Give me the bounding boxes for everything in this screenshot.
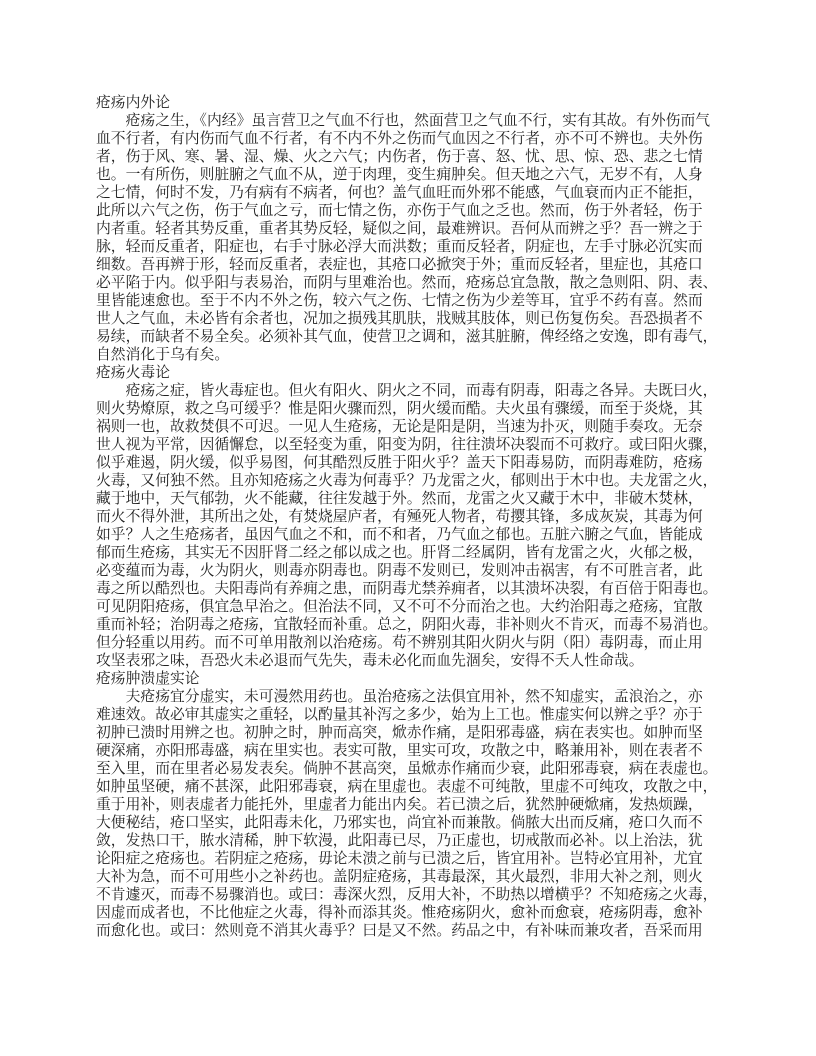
text-line: 如乎？人之生疮疡者，虽因气血之不和，而不和者，乃气血之郁也。五脏六腑之气血，皆能成: [96, 527, 703, 543]
text-line: 疮疡之生，《内经》虽言营卫之气血不行也，然面营卫之气血不行，实有其故。有外伤而气: [96, 113, 711, 129]
text-line: 必变蕴而为毒，火为阴火，则毒亦阴毒也。阴毒不发则已，发则冲击祸害，有不可胜言者，此: [96, 563, 703, 579]
text-line: 火毒，又何独不然。且亦知疮疡之火毒为何毒乎？乃龙雷之火，郁则出于木中也。夫龙雷之火，: [96, 473, 718, 489]
text-line: 硬深痛，亦阳邢毒盛，病在里实也。表实可散，里实可攻，攻散之中，略兼用补，则在表者不: [96, 743, 703, 759]
text-line: 内者重。轻者其势反重，重者其势反轻，疑似之间，最难辨识。吾何从而辨之乎？吾一辨之于: [96, 221, 703, 237]
text-line: 论阳症之疮疡也。若阴症之疮疡，毋论未溃之前与已溃之后，皆宜用补。岂特必宜用补，尤宜: [96, 851, 703, 867]
section-heading: 疮疡内外论: [96, 95, 170, 111]
text-line: 重于用补，则表虚者力能托外，里虚者力能出内矣。若已溃之后，犹然肿硬焮痛，发热烦躁，: [96, 797, 703, 813]
section-heading: 疮疡火毒论: [96, 365, 170, 381]
text-line: 因虚而成者也，不比他症之火毒，得补而添其炎。惟疮疡阴火，愈补而愈衰，疮疡阴毒，愈补: [96, 905, 703, 921]
text-line: 不肯遽灭，而毒不易骤消也。或曰：毒深火烈，反用大补，不助热以增横乎？不知疮疡之火毒，: [96, 887, 718, 903]
text-line: 如肿虽坚硬，痛不甚深，此阳邪毒衰，病在里虚也。表虚不可纯散，里虚不可纯攻，攻散之中，: [96, 779, 718, 795]
text-line: 似乎难遏，阴火缓，似乎易图，何其酷烈反胜于阳火乎？盖天下阳毒易防，而阴毒难防，疮疡: [96, 455, 703, 471]
text-line: 必平陷于内。似乎阳与表易治，而阴与里难治也。然而，疮疡总宜急散，散之急则阳、阴、表、: [96, 275, 718, 291]
text-line: 细数。吾再辨于形，轻而反重者，表症也，其疮口必掀突于外；重而反轻者，里症也，其疮口: [96, 257, 703, 273]
text-line: 者，伤于风、寒、暑、湿、燥、火之六气；内伤者，伤于喜、怒、忧、思、惊、恐、悲之七情: [96, 149, 703, 165]
text-line: 郁而生疮疡，其实无不因肝肾二经之郁以成之也。肝肾二经属阴，皆有龙雷之火，火郁之极，: [96, 545, 703, 561]
text-line: 疮疡之症，皆火毒症也。但火有阳火、阴火之不同，而毒有阴毒，阳毒之各异。夫既曰火，: [96, 383, 718, 399]
text-line: 至入里，而在里者必易发表矣。倘肿不甚高突，虽焮赤作痛而少衰，此阳邪毒衰，病在表虚也。: [96, 761, 718, 777]
text-line: 世人之气血，未必皆有余者也，况加之损残其肌肤，戕贼其肢体，则已伤复伤矣。吾恐损者不: [96, 311, 703, 327]
text-line: 世人视为平常，因循懈怠，以至轻变为重，阳变为阴，往往溃坏决裂而不可救疗。或曰阳火骤，: [96, 437, 718, 453]
text-line: 也。一有所伤，则脏腑之气血不从，逆于肉理，变生痈肿矣。但天地之六气，无岁不有，人身: [96, 167, 703, 183]
text-line: 可见阴阳疮疡，俱宜急早治之。但治法不同，又不可不分而治之也。大约治阳毒之疮疡，宜散: [96, 599, 703, 615]
text-line: 难速效。故必审其虚实之重轻，以酌量其补泻之多少，始为上工也。惟虚实何以辨之乎？亦于: [96, 707, 703, 723]
text-line: 之七情，何时不发，乃有病有不病者，何也？盖气血旺而外邪不能感，气血衰而内正不能拒，: [96, 185, 703, 201]
text-line: 大补为急，而不可用些小之补药也。盖阴症疮疡，其毒最深，其火最烈，非用大补之剂，则火: [96, 869, 703, 885]
text-line: 祸则一也，故救焚俱不可迟。一见人生疮疡，无论是阳是阴，当速为扑灭，则随手奏攻。无奈: [96, 419, 703, 435]
section-heading: 疮疡肿溃虚实论: [96, 671, 200, 687]
text-line: 而愈化也。或曰：然则竟不消其火毒乎？曰是又不然。药品之中，有补味而兼攻者，吾采而用: [96, 923, 703, 939]
text-line: 但分轻重以用药。而不可单用散剂以治疮疡。苟不辨别其阳火阴火与阴（阳）毒阴毒，而止用: [96, 635, 703, 651]
text-line: 夫疮疡宜分虚实，未可漫然用药也。虽治疮疡之法俱宜用补，然不知虚实，孟浪治之，亦: [96, 689, 703, 705]
text-line: 初肿已溃时用辨之也。初肿之时，肿而高突，焮赤作痛，是阳邪毒盛，病在表实也。如肿而坚: [96, 725, 703, 741]
text-line: 敛，发热口干，脓水清稀，肿下软漫，此阳毒已尽，乃正虚也，切戒散而必补。以上治法，犹: [96, 833, 703, 849]
text-line: 毒之所以酷烈也。夫阳毒尚有养痈之患，而阴毒尤禁养痈者，以其溃坏决裂，有百倍于阳毒也。: [96, 581, 718, 597]
text-line: 藏于地中，天气郁勃，火不能藏，往往发越于外。然而，龙雷之火又藏于木中，非破木焚林，: [96, 491, 703, 507]
text-line: 此所以六气之伤，伤于气血之亏，而七情之伤，亦伤于气血之乏也。然而，伤于外者轻，伤于: [96, 203, 703, 219]
text-line: 则火势燎原，救之乌可缓乎？惟是阳火骤而烈，阴火缓而酷。夫火虽有骤缓，而至于炎烧，其: [96, 401, 703, 417]
text-line: 攻坚表邪之味，吾恐火未必退而气先失，毒未必化而血先涸矣，安得不夭人性命哉。: [96, 653, 644, 669]
text-line: 血不行者，有内伤而气血不行者，有不内不外之伤而气血因之不行者，亦不可不辨也。夫外伤: [96, 131, 703, 147]
text-line: 脉，轻而反重者，阳症也，右手寸脉必浮大而洪数；重而反轻者，阴症也，左手寸脉必沉实而: [96, 239, 703, 255]
text-line: 重而补轻；治阴毒之疮疡，宜散轻而补重。总之，阴阳火毒，非补则火不肯灭，而毒不易消也。: [96, 617, 718, 633]
text-line: 而火不得外泄，其所出之处，有焚烧屋庐者，有殛死人物者，苟撄其锋，多成灰炭，其毒为何: [96, 509, 703, 525]
text-line: 易续，而缺者不易全矣。必须补其气血，使营卫之调和，滋其脏腑，俾经络之安逸，即有毒气，: [96, 329, 718, 345]
document-text: [96, 94, 732, 940]
text-line: 里皆能速愈也。至于不内不外之伤，较六气之伤、七情之伤为少差等耳，宜乎不药有喜。然而: [96, 293, 703, 309]
text-line: 自然消化于乌有矣。: [96, 347, 230, 363]
text-line: 大便秘结，疮口坚实，此阳毒未化，乃邪实也，尚宜补而兼散。倘脓大出而反痛，疮口久而不: [96, 815, 703, 831]
